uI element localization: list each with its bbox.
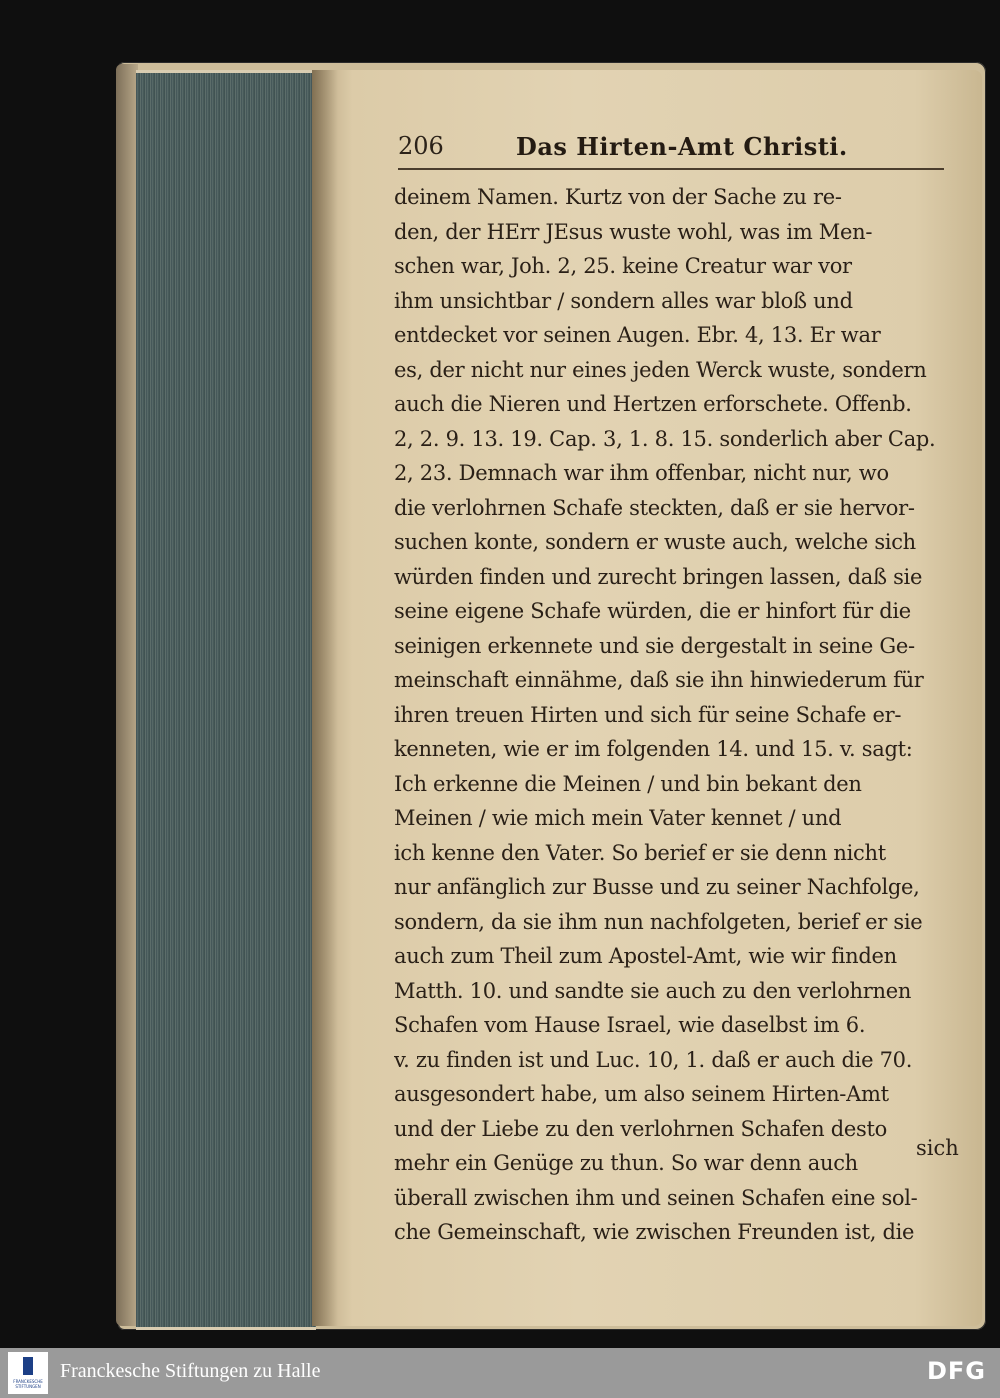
page-edges bbox=[136, 70, 316, 1330]
header-rule bbox=[398, 168, 944, 170]
text-line: 2, 2. 9. 13. 19. Cap. 3, 1. 8. 15. sonderlich aber Cap. bbox=[394, 426, 936, 451]
text-line: ausgesondert habe, um also seinem Hirten-Amt bbox=[394, 1082, 889, 1106]
text-line: sondern, da sie ihm nun nachfolgeten, berief er sie bbox=[394, 909, 923, 934]
text-line: Schafen vom Hause Israel, wie daselbst im 6. bbox=[394, 1013, 866, 1037]
text-line: Matth. 10. und sandte sie auch zu den verlohrnen bbox=[394, 978, 912, 1003]
text-line: nur anfänglich zur Busse und zu seiner Nachfolge, bbox=[394, 875, 920, 899]
text-line: mehr ein Genüge zu thun. So war denn auch bbox=[394, 1151, 858, 1175]
footer-bar bbox=[0, 1348, 1000, 1398]
book-cover-edge bbox=[116, 64, 138, 1326]
text-line: Ich erkenne die Meinen / und bin bekant den bbox=[394, 771, 862, 796]
text-line: kenneten, wie er im folgenden 14. und 15. v. sagt: bbox=[394, 737, 913, 761]
dfg-logo[interactable]: DFG bbox=[926, 1357, 986, 1385]
text-line: überall zwischen ihm und seinen Schafen eine sol- bbox=[394, 1185, 918, 1210]
text-line: 2, 23. Demnach war ihm offenbar, nicht nur, wo bbox=[394, 461, 889, 485]
text-line: schen war, Joh. 2, 25. keine Creatur war vor bbox=[394, 254, 852, 278]
text-line: suchen konte, sondern er wuste auch, welche sich bbox=[394, 530, 916, 554]
text-line: seinigen erkennete und sie dergestalt in seine Ge- bbox=[394, 633, 915, 658]
institution-name[interactable]: Franckesche Stiftungen zu Halle bbox=[60, 1360, 321, 1382]
institution-logo[interactable] bbox=[8, 1352, 48, 1394]
text-line: auch zum Theil zum Apostel-Amt, wie wir finden bbox=[394, 944, 897, 968]
text-line: und der Liebe zu den verlohrnen Schafen desto bbox=[394, 1116, 887, 1141]
text-line: entdecket vor seinen Augen. Ebr. 4, 13. Er war bbox=[394, 323, 881, 347]
text-line: ihm unsichtbar / sondern alles war bloß und bbox=[394, 288, 853, 313]
running-title: Das Hirten-Amt Christi. bbox=[516, 132, 848, 161]
text-line: deinem Namen. Kurtz von der Sache zu re- bbox=[394, 185, 842, 209]
text-line: ich kenne den Vater. So berief er sie denn nicht bbox=[394, 840, 886, 865]
text-line: meinschaft einnähme, daß sie ihn hinwiederum für bbox=[394, 668, 924, 692]
text-line: seine eigene Schafe würden, die er hinfort für die bbox=[394, 599, 911, 623]
text-line: die verlohrnen Schafe steckten, daß er sie hervor- bbox=[394, 495, 915, 520]
text-line: v. zu finden ist und Luc. 10, 1. daß er auch die 70. bbox=[394, 1047, 913, 1072]
text-line: che Gemeinschaft, wie zwischen Freunden ist, die bbox=[394, 1220, 915, 1244]
page-gutter-shadow bbox=[312, 70, 338, 1326]
logo-text: FRANCKESCHE STIFTUNGEN bbox=[13, 1379, 43, 1389]
catchword: sich bbox=[916, 1136, 959, 1160]
text-line: Meinen / wie mich mein Vater kennet / und bbox=[394, 806, 842, 830]
page-header bbox=[398, 132, 958, 168]
text-line: auch die Nieren und Hertzen erforschete. Offenb. bbox=[394, 392, 912, 416]
body-text bbox=[394, 180, 962, 1250]
text-line: den, der HErr JEsus wuste wohl, was im Men- bbox=[394, 219, 873, 244]
text-line: würden finden und zurecht bringen lassen, daß sie bbox=[394, 564, 923, 589]
text-line: es, der nicht nur eines jeden Werck wuste, sondern bbox=[394, 357, 927, 382]
page-number: 206 bbox=[398, 132, 444, 160]
logo-mark-icon bbox=[23, 1357, 33, 1375]
text-line: ihren treuen Hirten und sich für seine Schafe er- bbox=[394, 702, 902, 727]
